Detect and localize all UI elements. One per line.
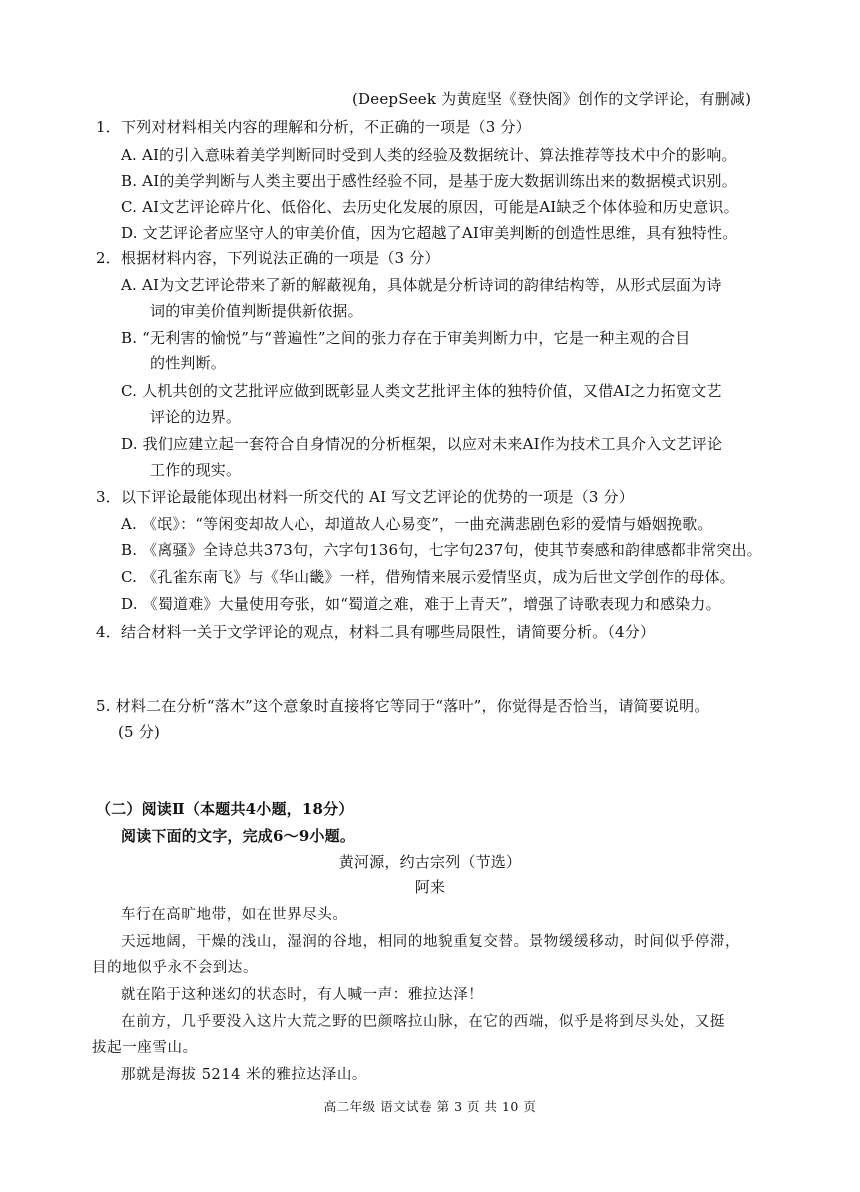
question-4-stem: 4．结合材料一关于文学评论的观点，材料二具有哪些局限性，请简要分析。（4分） (96, 623, 656, 641)
question-2-option-a-line1: A. AI为文艺评论带来了新的解蔽视角，具体就是分析诗词的韵律结构等，从形式层面为诗 (121, 276, 722, 294)
paragraph-5: 那就是海拔 5214 米的雅拉达泽山。 (121, 1067, 368, 1083)
paragraph-1: 车行在高旷地带，如在世界尽头。 (121, 907, 348, 923)
question-1-option-a: A. AI的引入意味着美学判断同时受到人类的经验及数据统计、算法推荐等技术中介的影响。 (121, 146, 737, 164)
page-footer: 高二年级 语文试卷 第 3 页 共 10 页 (323, 1099, 537, 1114)
question-2-option-d-line1: D. 我们应建立起一套符合自身情况的分析框架，以应对未来AI作为技术工具介入文艺评论 (121, 435, 723, 453)
question-3-option-b: B. 《离骚》全诗总共373句，六字句136句，七字句237句，使其节奏感和韵律感都非常突出。 (121, 541, 762, 559)
question-5-stem: 5. 材料二在分析“落木”这个意象时直接将它等同于“落叶”，你觉得是否恰当，请简要说明。 (96, 697, 710, 715)
section-heading: （二）阅读Ⅱ（本题共4小题，18分） (96, 800, 354, 818)
paragraph-4-line1: 在前方，几乎要没入这片大荒之野的巴颜喀拉山脉，在它的西端，似乎是将到尽头处，又挺 (121, 1014, 725, 1030)
question-5-score: (5 分) (118, 723, 161, 741)
question-2-option-c-line1: C. 人机共创的文艺批评应做到既彰显人类文艺批评主体的独特价值，又借AI之力拓宽文艺 (121, 382, 722, 400)
question-3-option-d: D. 《蜀道难》大量使用夸张，如“蜀道之难，难于上青天”，增强了诗歌表现力和感染力。 (121, 595, 721, 613)
question-1-stem: 1．下列对材料相关内容的理解和分析，不正确的一项是（3 分） (96, 118, 531, 136)
question-2-option-c-line2: 评论的边界。 (150, 408, 242, 426)
question-3-option-c: C. 《孔雀东南飞》与《华山畿》一样，借殉情来展示爱情坚贞，成为后世文学创作的母体。 (121, 568, 735, 586)
article-title: 黄河源，约古宗列（节选） (338, 853, 522, 871)
question-2-option-b-line1: B. “无利害的愉悦”与“普遍性”之间的张力存在于审美判断力中，它是一种主观的合目 (121, 329, 691, 347)
question-3-option-a: A. 《氓》：“等闲变却故人心，却道故人心易变”，一曲充满悲剧色彩的爱情与婚姻挽歌。 (121, 515, 713, 533)
question-2-stem: 2．根据材料内容，下列说法正确的一项是（3 分） (96, 249, 440, 267)
question-3-stem: 3．以下评论最能体现出材料一所交代的 AI 写文艺评论的优势的一项是（3 分） (96, 488, 634, 506)
question-2-option-b-line2: 的性判断。 (150, 354, 227, 372)
question-1-option-d: D. 文艺评论者应坚守人的审美价值，因为它超越了AI审美判断的创造性思维，具有独特性。 (121, 224, 738, 242)
source-note: (DeepSeek 为黄庭坚《登快阁》创作的文学评论，有删减) (352, 90, 752, 108)
paragraph-2-line1: 天远地阔，干燥的浅山，湿润的谷地，相同的地貌重复交替。景物缓缓移动，时间似乎停滞， (121, 934, 741, 950)
paragraph-4-line2: 拔起一座雪山。 (92, 1040, 198, 1056)
question-2-option-d-line2: 工作的现实。 (150, 461, 242, 479)
section-instruction: 阅读下面的文字，完成6～9小题。 (121, 827, 356, 845)
article-author: 阿来 (414, 878, 446, 896)
question-1-option-b: B. AI的美学判断与人类主要出于感性经验不同，是基于庞大数据训练出来的数据模式识别。 (121, 172, 737, 190)
paragraph-3: 就在陷于这种迷幻的状态时，有人喊一声：雅拉达泽！ (121, 987, 484, 1003)
question-1-option-c: C. AI文艺评论碎片化、低俗化、去历史化发展的原因，可能是AI缺乏个体体验和历史意识。 (121, 198, 739, 216)
question-2-option-a-line2: 词的审美价值判断提供新依据。 (150, 302, 363, 320)
paragraph-2-line2: 目的地似乎永不会到达。 (92, 960, 259, 976)
